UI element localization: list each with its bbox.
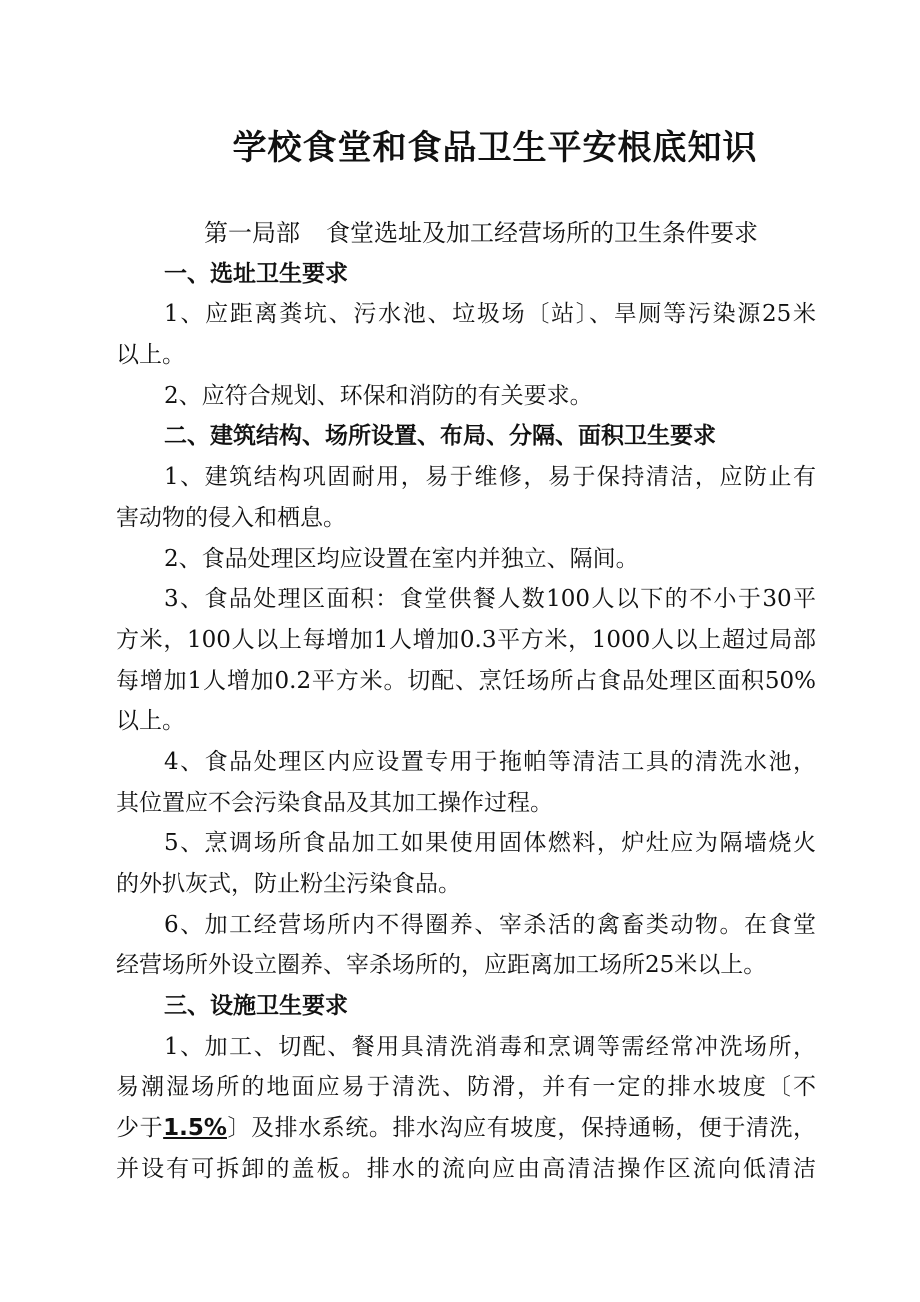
part-title: 食堂选址及加工经营场所的卫生条件要求 [326,219,758,247]
paragraph-line: 方米，100人以上每增加1人增加0.3平方米，1000人以上超过局部 [116,626,816,653]
paragraph-line: 并设有可拆卸的盖板。排水的流向应由高清洁操作区流向低清洁 [116,1155,816,1182]
paragraph-line: 其位置应不会污染食品及其加工操作过程。 [116,789,553,816]
text-span: 少于 [116,1115,164,1142]
section-heading-facilities: 三、设施卫生要求 [164,993,348,1020]
paragraph-line: 害动物的侵入和栖息。 [116,504,346,531]
paragraph-line: 2、应符合规划、环保和消防的有关要求。 [164,382,593,409]
paragraph-line: 6、加工经营场所内不得圈养、宰杀活的禽畜类动物。在食堂 [164,911,816,938]
paragraph-line: 经营场所外设立圈养、宰杀场所的，应距离加工场所25米以上。 [116,952,767,979]
paragraph-line: 以上。 [116,708,185,735]
paragraph-line: 1、应距离粪坑、污水池、垃圾场〔站〕、旱厕等污染源25米 [164,301,816,328]
underlined-value: 1.5% [163,1115,227,1142]
paragraph-line: 以上。 [116,342,185,369]
paragraph-line: 4、食品处理区内应设置专用于拖帕等清洁工具的清洗水池， [164,748,816,775]
part-heading [116,213,816,254]
paragraph-line: 的外扒灰式，防止粉尘污染食品。 [116,871,461,897]
document-body [116,213,816,1190]
paragraph-line: 每增加1人增加0.2平方米。切配、烹饪场所占食品处理区面积50% [116,667,816,694]
document-title: 学校食堂和食品卫生平安根底知识 [232,128,758,168]
paragraph-line: 易潮湿场所的地面应易于清洗、防滑，并有一定的排水坡度〔不 [116,1074,816,1101]
part-label: 第一局部 [204,219,300,247]
paragraph-line: 2、食品处理区均应设置在室内并独立、隔间。 [164,545,639,572]
section-heading-site: 一、选址卫生要求 [164,260,348,287]
section-heading-structure: 二、建筑结构、场所设置、布局、分隔、面积卫生要求 [164,423,716,450]
paragraph-line: 1、建筑结构巩固耐用，易于维修，易于保持清洁，应防止有 [164,464,816,491]
paragraph-line: 1、加工、切配、餐用具清洗消毒和烹调等需经常冲洗场所， [164,1033,816,1060]
text-span: 〕及排水系统。排水沟应有坡度，保持通畅，便于清洗， [226,1115,817,1142]
paragraph-line [116,1108,816,1149]
paragraph-line: 3、食品处理区面积：食堂供餐人数100人以下的不小于30平 [164,586,816,613]
paragraph-line: 5、烹调场所食品加工如果使用固体燃料，炉灶应为隔墙烧火 [164,830,816,857]
